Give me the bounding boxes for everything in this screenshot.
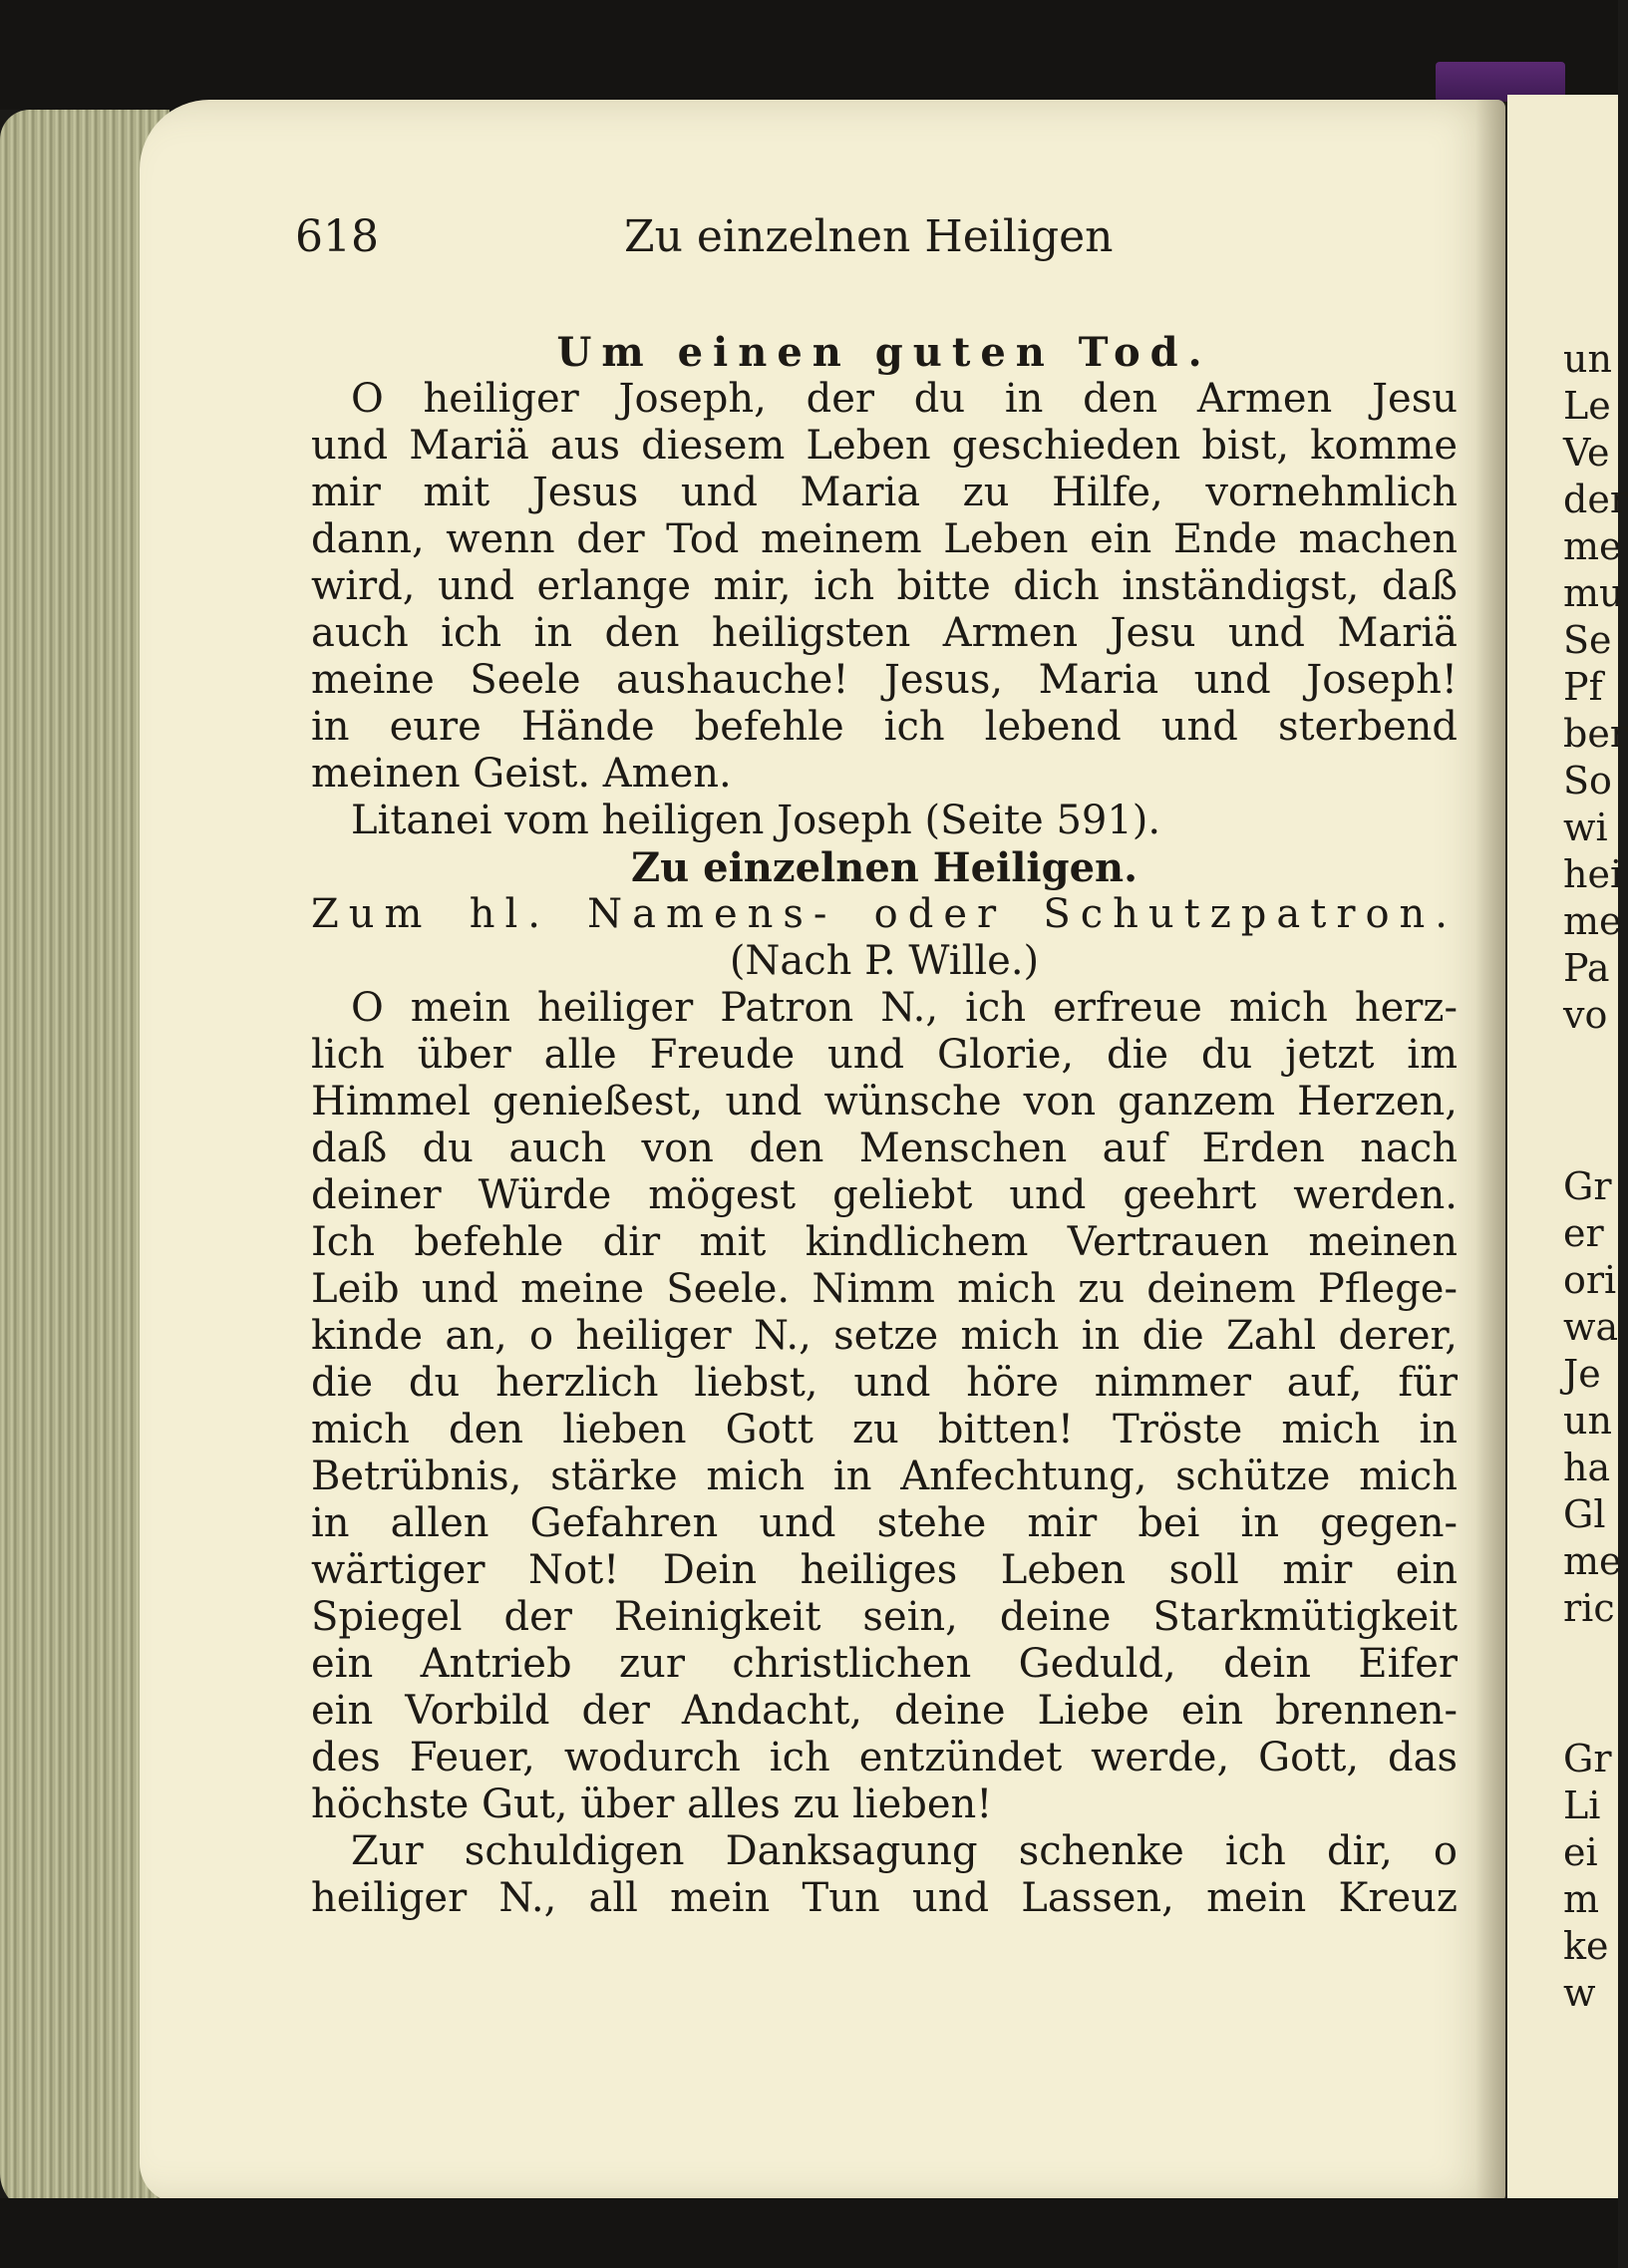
text-line: mich den lieben Gott zu bitten! Tröste mich in <box>311 1407 1458 1453</box>
fragment: mu <box>1563 571 1624 615</box>
fragment: wa <box>1563 1305 1619 1349</box>
text-line: in allen Gefahren und stehe mir bei in gegen- <box>311 1500 1458 1546</box>
section-heading: Zu einzelnen Heiligen. <box>630 844 1139 891</box>
text-line: lich über alle Freude und Glorie, die du jetzt im <box>311 1032 1458 1078</box>
attribution: (Nach P. Wille.) <box>729 938 1040 984</box>
text-line: des Feuer, wodurch ich entzündet werde, Gott, das <box>311 1735 1458 1781</box>
fragment: Gr <box>1563 1737 1612 1781</box>
fragment: vo <box>1563 993 1608 1037</box>
text-line: O mein heiliger Patron N., ich erfreue mich herz- <box>351 985 1458 1031</box>
text-line: die du herzlich liebst, und höre nimmer auf, für <box>311 1360 1458 1406</box>
page-text <box>311 329 1458 1922</box>
text-line: Betrübnis, stärke mich in Anfechtung, schütze mich <box>311 1454 1458 1499</box>
book-cover-top <box>0 0 1618 110</box>
text-line: daß du auch von den Menschen auf Erden nach <box>311 1126 1458 1171</box>
fragment: Ve <box>1563 431 1610 475</box>
text-line: ein Vorbild der Andacht, deine Liebe ein brennen- <box>311 1688 1458 1734</box>
text-line: mir mit Jesus und Maria zu Hilfe, vornehmlich <box>311 470 1458 515</box>
text-line: höchste Gut, über alles zu lieben! <box>311 1782 993 1827</box>
fragment: me <box>1563 899 1622 943</box>
fragment: der <box>1563 478 1628 521</box>
text-line: wärtiger Not! Dein heiliges Leben soll mir ein <box>311 1547 1458 1593</box>
fragment: un <box>1563 337 1612 381</box>
fragment: Pf <box>1563 665 1603 709</box>
fragment: er <box>1563 1211 1604 1255</box>
text-line: Spiegel der Reinigkeit sein, deine Starkmütigkeit <box>311 1594 1458 1640</box>
text-line: heiliger N., all mein Tun und Lassen, mein Kreuz <box>311 1875 1458 1921</box>
text-line: kinde an, o heiliger N., setze mich in die Zahl derer, <box>311 1313 1458 1359</box>
text-line: meine Seele aushauche! Jesus, Maria und Joseph! <box>311 657 1458 703</box>
fragment: ber <box>1563 712 1628 756</box>
text-line: auch ich in den heiligsten Armen Jesu und Mariä <box>311 610 1458 656</box>
text-line: Leib und meine Seele. Nimm mich zu deinem Pflege- <box>311 1266 1458 1312</box>
text-line: Himmel genießest, und wünsche von ganzem Herzen, <box>311 1079 1458 1125</box>
fragment: ric <box>1563 1586 1615 1630</box>
fragment: Li <box>1563 1783 1601 1827</box>
fragment: ei <box>1563 1830 1598 1874</box>
page-number: 618 <box>295 211 379 262</box>
litany-reference: Litanei vom heiligen Joseph (Seite 591). <box>351 798 1161 843</box>
text-line: Zur schuldigen Danksagung schenke ich dir, o <box>351 1828 1458 1874</box>
fragment: me <box>1563 1539 1622 1583</box>
page-header <box>295 211 1452 271</box>
text-line: meinen Geist. Amen. <box>311 751 732 797</box>
fragment: w <box>1563 1971 1596 2015</box>
fragment: Gl <box>1563 1492 1606 1536</box>
text-line: O heiliger Joseph, der du in den Armen Jesu <box>351 376 1458 422</box>
section-heading: Um einen guten Tod. <box>556 329 1212 376</box>
text-line: ein Antrieb zur christlichen Geduld, dein Eifer <box>311 1641 1458 1687</box>
text-line: deiner Würde mögest geliebt und geehrt werden. <box>311 1172 1458 1218</box>
subheading: Zum hl. Namens- oder Schutzpatron. <box>311 891 1458 937</box>
text-line: und Mariä aus diesem Leben geschieden bist, komme <box>311 423 1458 469</box>
fragment: me <box>1563 524 1622 568</box>
text-line: dann, wenn der Tod meinem Leben ein Ende machen <box>311 516 1458 562</box>
text-line: wird, und erlange mir, ich bitte dich inständigst, daß <box>311 563 1458 609</box>
fragment: Le <box>1563 384 1611 428</box>
fragment: hei <box>1563 852 1623 896</box>
fragment: ori <box>1563 1258 1617 1302</box>
fragment: m <box>1563 1877 1600 1921</box>
fragment: So <box>1563 759 1612 803</box>
fragment: un <box>1563 1399 1612 1443</box>
text-line: in eure Hände befehle ich lebend und sterbend <box>311 704 1458 750</box>
running-title: Zu einzelnen Heiligen <box>624 211 1114 262</box>
fragment: Je <box>1563 1352 1601 1396</box>
fragment: ke <box>1563 1924 1609 1968</box>
fragment: ha <box>1563 1446 1611 1489</box>
fragment: Gr <box>1563 1164 1612 1208</box>
text-line: Ich befehle dir mit kindlichem Vertrauen meinen <box>311 1219 1458 1265</box>
fragment: wi <box>1563 806 1608 849</box>
book-cover-bottom <box>0 2198 1618 2268</box>
fragment: Se <box>1563 618 1612 662</box>
fragment: Pa <box>1563 946 1610 990</box>
